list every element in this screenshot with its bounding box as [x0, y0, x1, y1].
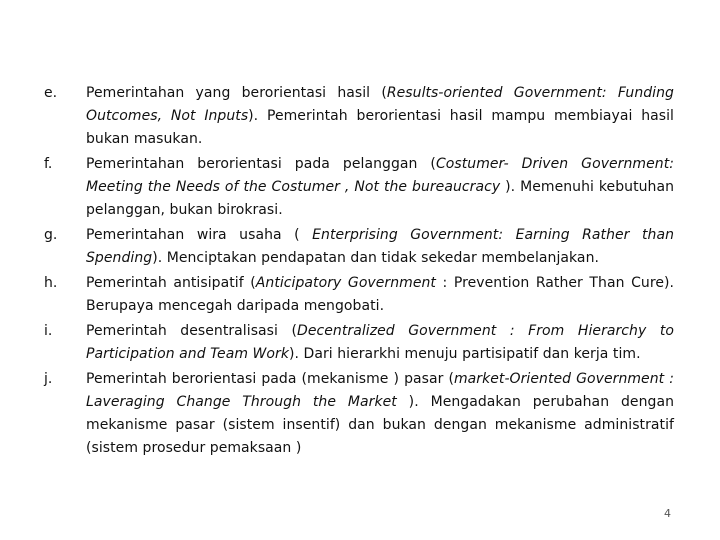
list-item-g [44, 224, 674, 270]
italic-term: market-Oriented Government : Laveraging Change Through the Market [86, 371, 674, 410]
list-marker: f. [44, 156, 53, 172]
list-item-text [86, 320, 674, 366]
list-item-text [86, 224, 674, 270]
list-item-f [44, 153, 674, 222]
list-marker: h. [44, 275, 58, 291]
list-item-text [86, 272, 674, 318]
list-item-text [86, 153, 674, 222]
text-run: Pemerintahan wira usaha ( [86, 227, 313, 243]
italic-term: Enterprising Government: Earning Rather than Spending [86, 227, 674, 266]
list-item-text [86, 82, 674, 151]
list-item-text [86, 368, 674, 460]
principles-list [44, 82, 674, 462]
text-run: ). Pemerintah berorientasi hasil mampu membiayai hasil bukan masukan. [86, 108, 674, 147]
list-item-e [44, 82, 674, 151]
italic-term: Results-oriented Government: Funding Outcomes, Not Inputs [86, 85, 674, 124]
text-run: ). Dari hierarkhi menuju partisipatif dan kerja tim. [289, 346, 641, 362]
list-marker: i. [44, 323, 53, 339]
text-run: : Prevention Rather Than Cure). Berupaya mencegah daripada mengobati. [86, 275, 674, 314]
text-run: ). Mengadakan perubahan dengan mekanisme pasar (sistem insentif) dan bukan dengan mekanisme administratif (sistem prosedur pemaksaan ) [86, 394, 674, 456]
italic-term: Decentralized Government : From Hierarchy to Participation and Team Work [86, 323, 675, 362]
text-run: Pemerintah antisipatif ( [86, 275, 256, 291]
list-marker: g. [44, 227, 58, 243]
list-item-j [44, 368, 674, 460]
text-run: Pemerintah desentralisasi ( [86, 323, 298, 339]
list-marker: j. [44, 371, 53, 387]
italic-term: Anticipatory Government [255, 275, 436, 291]
text-run: ). Menciptakan pendapatan dan tidak sekedar membelanjakan. [152, 250, 599, 266]
list-marker: e. [44, 85, 58, 101]
italic-term: Costumer- Driven Government: Meeting the Needs of the Costumer , Not the bureaucracy [86, 156, 674, 195]
text-run: ). Memenuhi kebutuhan pelanggan, bukan birokrasi. [86, 179, 675, 218]
text-run: Pemerintah berorientasi pada (mekanisme ) pasar ( [86, 371, 454, 387]
list-item-h [44, 272, 674, 318]
page-number: 4 [664, 507, 671, 520]
list-item-i [44, 320, 674, 366]
text-run: Pemerintahan yang berorientasi hasil ( [86, 85, 387, 101]
text-run: Pemerintahan berorientasi pada pelanggan ( [86, 156, 436, 172]
